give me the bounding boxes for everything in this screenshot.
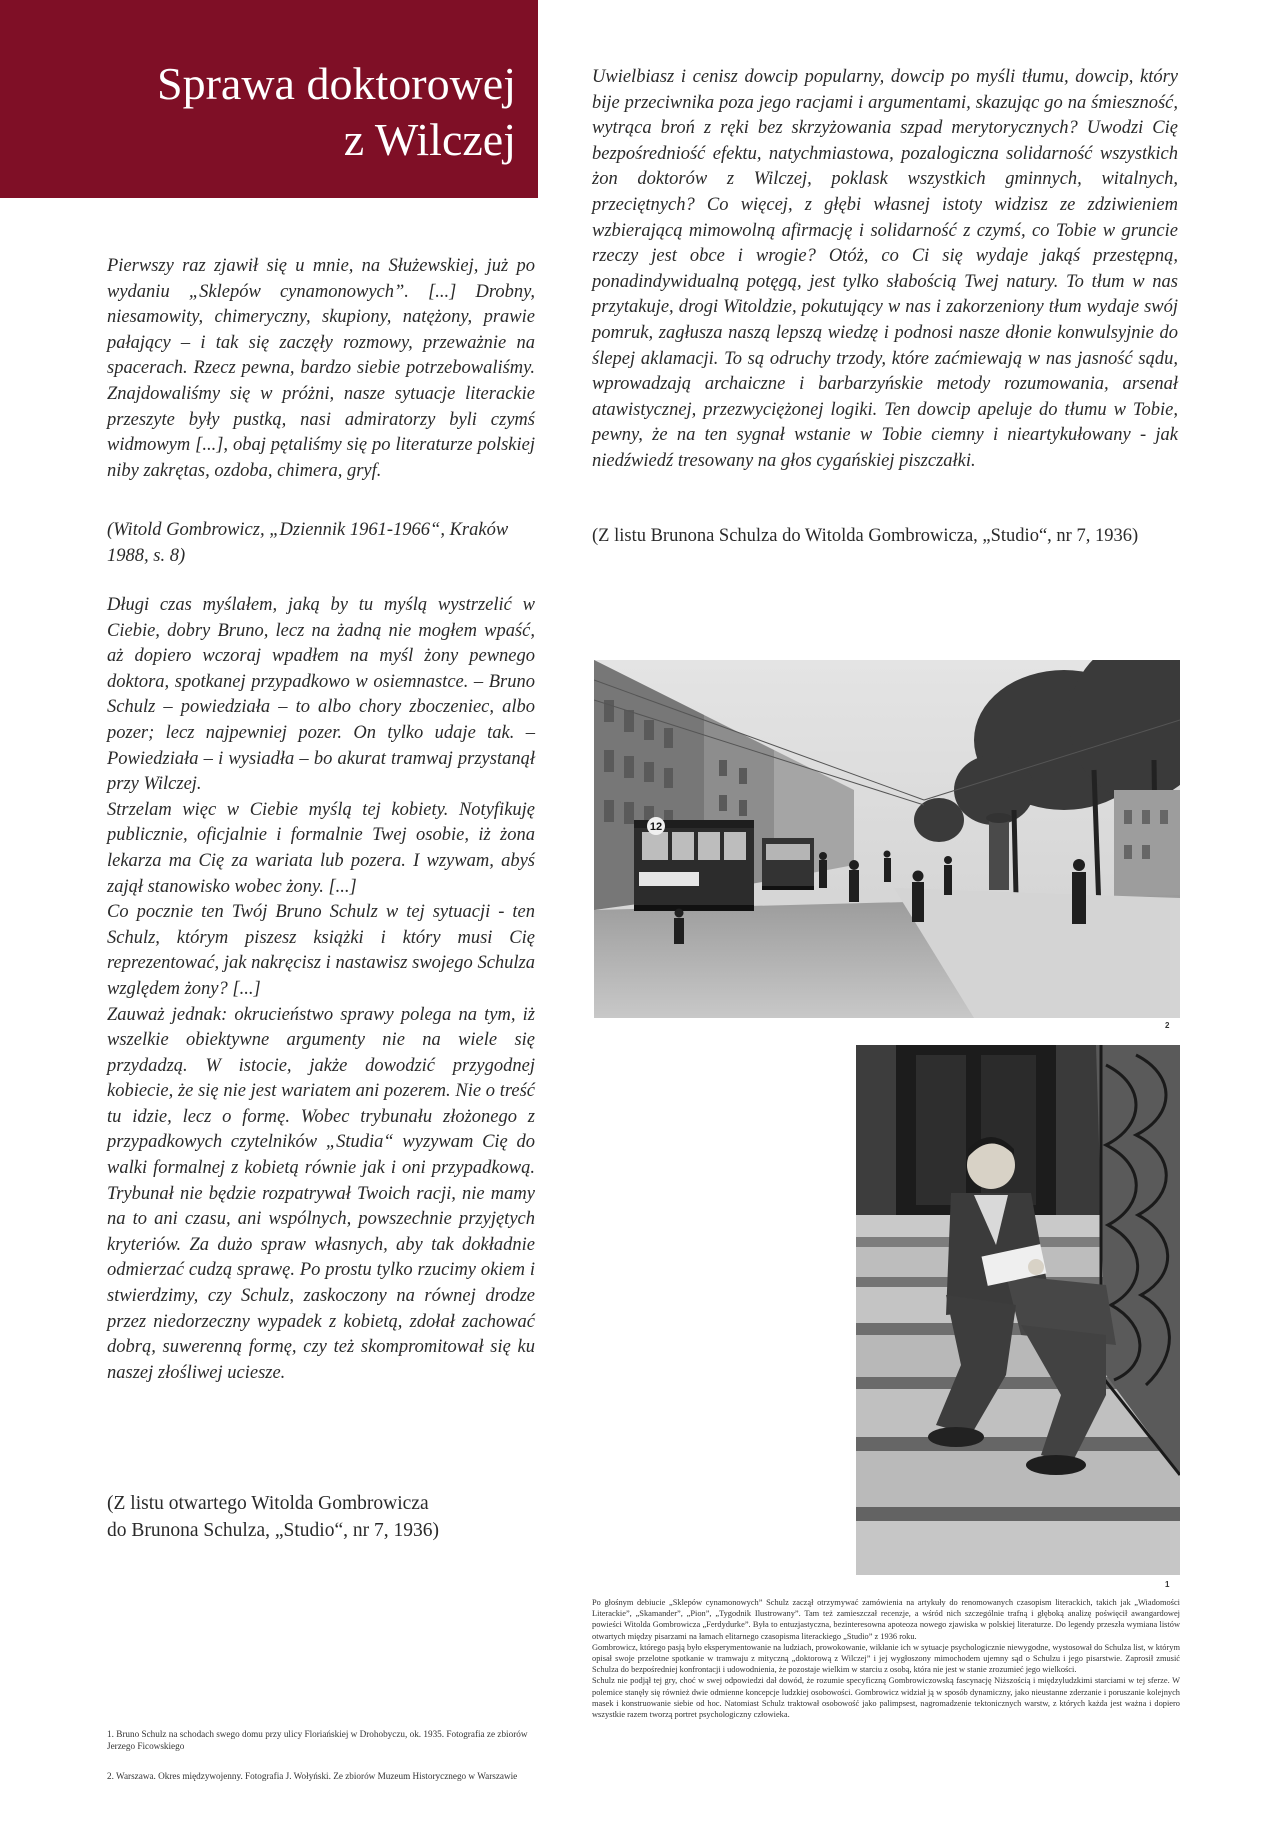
photo-caption-essay <box>592 1597 1180 1720</box>
photo-1-number: 1 <box>1165 1580 1170 1589</box>
warsaw-street-tram-photo <box>594 660 1180 1018</box>
gombrowicz-letter-source-line-1: (Z listu otwartego Witolda Gombrowicza <box>107 1493 429 1514</box>
bruno-schulz-stairs-photo <box>856 1045 1180 1575</box>
title-banner <box>0 0 538 198</box>
gombrowicz-letter-source-line-2: do Brunona Schulza, „Studio“, nr 7, 1936) <box>107 1520 439 1541</box>
caption-paragraph: Schulz nie podjął tej gry, choć w swej odpowiedzi dał dowód, że rozumie specyficzną Gombrowiczowską fascynację Niższością i międzyludzkimi starciami w tej sferze. W polemice stanęły się również dwie odmienne koncepcje ludzkiej osobowości. Gombrowicz widział ją w sposób dynamiczny, jako nieustanne zderzanie i poruszanie kolejnych masek i konstruowanie siebie od hoc. Natomiast Schulz traktował osobowość jako palimpsest, nagromadzenie tektonicznych warstw, z których każda jest ważna i dopiero wszystkie razem tworzą portret psychologiczny człowieka. <box>592 1676 1180 1720</box>
caption-paragraph: Po głośnym debiucie „Sklepów cynamonowych” Schulz zaczął otrzymywać zamówienia na artykuły do renomowanych czasopism literackich, takich jak „Wiadomości Literackie”, „Skamander”, „Pion”, „Tygodnik Ilustrowany”. Tam też zamieszczał recenzje, a wśród nich szczególnie trafną i głęboką analizę poświęcił awangardowej powieści Witolda Gombrowicza „Ferdydurke”. Była to entuzjastyczna, bezinteresowna apoteoza nowego zjawiska w polskiej literaturze. Do legendy przeszła wymiana listów otwartych między pisarzami na łamach elitarnego czasopisma literackiego „Studio” z 1936 roku. <box>592 1598 1180 1641</box>
page-title-line-1: Sprawa doktorowej <box>157 58 516 109</box>
photo-2-number: 2 <box>1165 1021 1170 1030</box>
warsaw-street-tram-illustration <box>594 660 1180 1018</box>
gombrowicz-open-letter-quote: Długi czas myślałem, jaką by tu myślą wystrzelić w Ciebie, dobry Bruno, lecz na żadną nie mogłem wpaść, aż dopiero wczoraj wpadłem na myśl żony pewnego doktora, spotkanej przypadkowo w osiemnastce. – Bruno Schulz – powiedziała – to albo chory zboczeniec, albo pozer; lecz najpewniej pozer. On tylko udaje tak. – Powiedziała – i wysiadła – bo akurat tramwaj przystanął przy Wilczej. Strzelam więc w Ciebie myślą tej kobiety. Notyfikuję publicznie, oficjalnie i formalnie Twej osobie, iż żona lekarza ma Cię za wariata lub pozera. I wzywam, abyś zajął stanowisko wobec żony. [...] Co pocznie ten Twój Bruno Schulz w tej sytuacji - ten Schulz, którym piszesz książki i który musi Cię reprezentować, jak nakręcisz i nastawisz swojego Schulza względem żony? [...] Zauważ jednak: okrucieństwo sprawy polega na tym, iż wszelkie obiektywne argumenty nie na wiele się przydadzą. W istocie, jakże dowodzić przygodnej kobiecie, że się nie jest wariatem ani pozerem. Nie o treść tu idzie, lecz o formę. Wobec trybunału złożonego z przypadkowych czytelników „Studia“ wyzywam Cię do walki formalnej z kobietą równie jak i oni przypadkową. Trybunał nie będzie rozpatrywał Twoich racji, nie mamy na to ani czasu, ani wspólnych, powszechnie przyjętych kryteriów. Za dużo spraw własnych, aby tak dokładnie odmierzać cudzą sprawę. Po prostu tylko rzucimy okiem i stwierdzimy, czy Schulz, zaskoczony na równej drodze przez niedorzeczny wypadek z kobietą, zdołał zachować dobrą, suwerenną formę, czy też skompromitował się ku naszej złośliwej uciesze. <box>107 595 535 1383</box>
gombrowicz-diary-quote: Pierwszy raz zjawił się u mnie, na Służewskiej, już po wydaniu „Sklepów cynamonowych”. [...] Drobny, niesamowity, chimeryczny, skupiony, natężony, prawie pałający – i tak się zaczęły rozmowy, przeważnie na spacerach. Rzecz pewna, bardzo siebie potrzebowaliśmy. Znajdowaliśmy się w próżni, nasze sytuacje literackie przeszyte były pustką, nasi admiratorzy byli czymś widmowym [...], obaj pętaliśmy się po literaturze polskiej niby zakrętas, ozdoba, chimera, gryf. <box>107 256 535 481</box>
gombrowicz-letter-source <box>107 1490 535 1544</box>
schulz-reply-quote: Uwielbiasz i cenisz dowcip popularny, dowcip po myśli tłumu, dowcip, który bije przeciwnika poza jego racjami i argumentami, skazując go na śmieszność, wytrąca broń z ręki bez skrzyżowania szpad merytorycznych? Uwodzi Cię bezpośredniość efektu, natychmiastowa, pozalogiczna solidarność wszystkich żon doktorów z Wilczej, poklask wszystkich gminnych, witalnych, przeciętnych? Co więcej, z głębi własnej istoty widzisz ze zdziwieniem wzbierającą mimowolną afirmację i solidarność z czymś, co Tobie w gruncie rzeczy jest obce i wrogie? Otóż, co Ci się wydaje jakąś przestępną, ponadindywidualną potęgą, jest tylko słabością Twej natury. To tłum w nas przytakuje, drogi Witoldzie, pokutujący w nas i zakorzeniony tłum wydaje swój pomruk, zagłusza naszą lepszą wiedzę i podnosi nasze dłonie konwulsyjnie do ślepej aklamacji. To są odruchy trzody, które zaćmiewają w nas jasność sądu, wprowadzają archaiczne i barbarzyńskie metody rozumowania, arsenał atawistycznej, przezwyciężonej logiki. Ten dowcip apeluje do tłumu w Tobie, pewny, że na ten sygnał wstanie w Tobie ciemny i nieartykułowany - jak niedźwiedź tresowany na głos cygańskiej piszczałki. <box>592 67 1178 471</box>
schulz-reply-source: (Z listu Brunona Schulza do Witolda Gombrowicza, „Studio“, nr 7, 1936) <box>592 526 1139 546</box>
caption-paragraph: Gombrowicz, którego pasją było eksperymentowanie na ludziach, prowokowanie, wikłanie ich w sytuacje psychologicznie niewygodne, wystosował do Schulza list, w którym opisał swoje przelotne spotkanie w tramwaju z mityczną „doktorową z Wilczej” i jej wygłoszony mimochodem ujemny sąd o Schulzu i jego pisarstwie. Zaprosił zmusić Schulza do bezpośredniej konfrontacji i udowodnienia, że pozostaje wielkim w starciu z osobą, która nie jest w stanie zrozumieć jego wielkości. <box>592 1642 1180 1675</box>
tram-route-number: 12 <box>649 821 663 833</box>
page-title-line-2: z Wilczej <box>343 114 516 165</box>
bruno-schulz-stairs-illustration <box>856 1045 1180 1575</box>
gombrowicz-diary-source: (Witold Gombrowicz, „Dziennik 1961-1966“, Kraków 1988, s. 8) <box>107 520 509 566</box>
footnote-photo-2: 2. Warszawa. Okres międzywojenny. Fotografia J. Wołyński. Ze zbiorów Muzeum Historycznego w Warszawie <box>107 1771 518 1781</box>
footnote-photo-1: 1. Bruno Schulz na schodach swego domu przy ulicy Floriańskiej w Drohobyczu, ok. 1935. Fotografia ze zbiorów Jerzego Ficowskiego <box>107 1729 528 1752</box>
